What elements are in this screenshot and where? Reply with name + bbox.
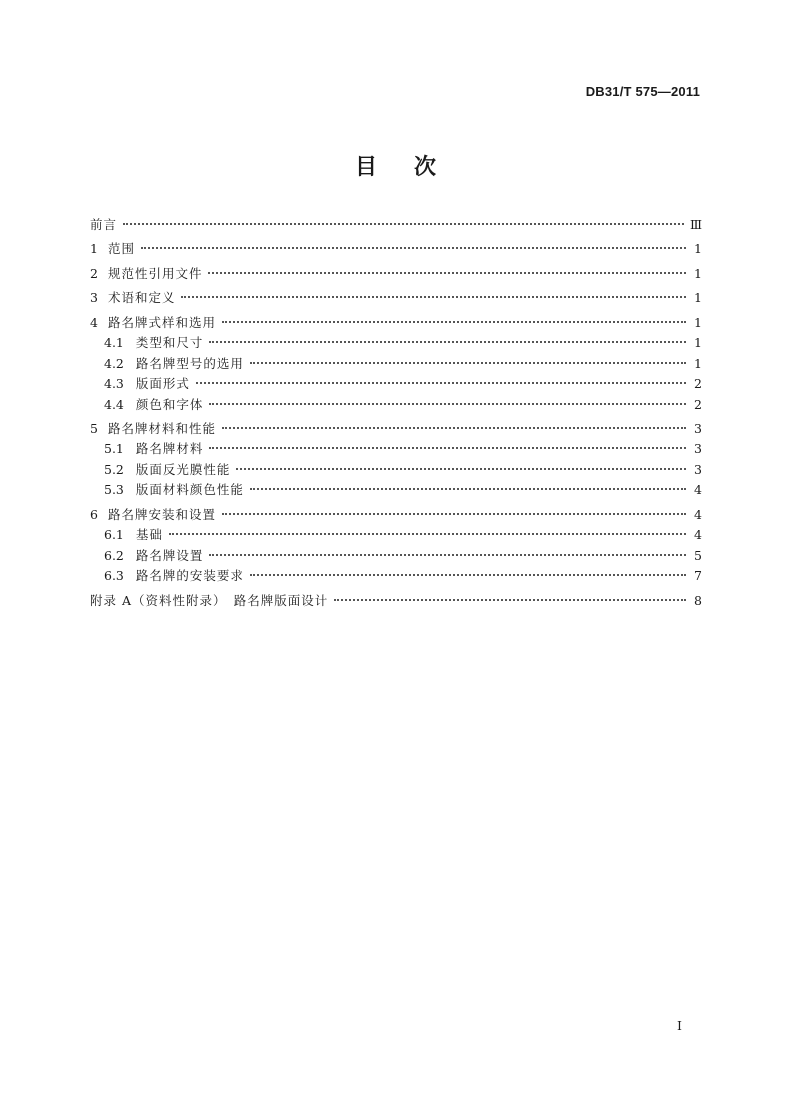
toc-title: [0, 150, 792, 181]
toc-entry-label: 术语和定义: [107, 290, 176, 306]
toc-entry-number: 6: [90, 506, 98, 522]
toc-entry-label: 路名牌式样和选用: [107, 314, 216, 330]
dot-leader: [181, 296, 686, 298]
dot-leader: [196, 382, 686, 384]
toc-entry-number: 5.2: [104, 461, 124, 477]
toc-entry-number: 3: [90, 290, 98, 306]
toc-entry-label: 路名牌材料和性能: [107, 420, 216, 436]
dot-leader: [250, 362, 686, 364]
dot-leader: [123, 223, 684, 225]
toc-entry-number: 4: [90, 314, 98, 330]
table-of-contents: [90, 215, 702, 611]
toc-entry-page: 3: [694, 461, 702, 477]
toc-entry-number: 6.3: [104, 568, 124, 584]
dot-leader: [222, 427, 686, 429]
toc-entry-number: 5.1: [104, 441, 124, 457]
toc-entry-page: 4: [694, 482, 702, 498]
toc-entry-page: 4: [694, 527, 702, 543]
dot-leader: [250, 488, 686, 490]
toc-entry-label: 规范性引用文件: [107, 265, 203, 281]
toc-entry-label: 路名牌型号的选用: [135, 355, 244, 371]
toc-entry[interactable]: [90, 264, 702, 285]
toc-title-part1: 目: [354, 155, 378, 180]
dot-leader: [209, 341, 686, 343]
dot-leader: [209, 554, 686, 556]
folio-page-number: Ⅰ: [677, 1018, 682, 1033]
toc-entry-page: 2: [694, 376, 702, 392]
dot-leader: [250, 574, 686, 576]
toc-entry-number: 4.2: [104, 355, 124, 371]
dot-leader: [209, 447, 686, 449]
toc-entry-number: 1: [90, 241, 98, 257]
toc-entry[interactable]: [90, 395, 702, 416]
toc-entry-label: 路名牌安装和设置: [107, 506, 216, 522]
toc-entry-number: 6.2: [104, 547, 124, 563]
toc-entry[interactable]: [90, 546, 702, 567]
dot-leader: [236, 468, 686, 470]
dot-leader: [334, 599, 686, 601]
toc-entry-label: 前言: [90, 217, 118, 232]
toc-entry-page: 3: [694, 420, 702, 436]
toc-entry[interactable]: [90, 505, 702, 526]
toc-entry-page: 1: [694, 265, 702, 281]
toc-entry-label: 附录 A（资料性附录） 路名牌版面设计: [90, 592, 329, 608]
toc-entry-label: 类型和尺寸: [135, 335, 204, 351]
toc-entry[interactable]: [90, 591, 702, 612]
toc-entry-page: 4: [694, 506, 702, 522]
toc-entry-page: 1: [694, 241, 702, 257]
toc-entry[interactable]: [90, 566, 702, 587]
dot-leader: [141, 247, 686, 249]
toc-entry[interactable]: [90, 354, 702, 375]
toc-entry-number: 5.3: [104, 482, 124, 498]
toc-entry-number: 6.1: [104, 527, 124, 543]
toc-entry-page: 3: [694, 441, 702, 457]
toc-entry[interactable]: [90, 333, 702, 354]
toc-entry[interactable]: [90, 374, 702, 395]
toc-entry-label: 颜色和字体: [135, 396, 204, 412]
toc-entry-page: 1: [694, 355, 702, 371]
toc-entry-page: 2: [694, 396, 702, 412]
toc-entry[interactable]: [90, 313, 702, 334]
toc-entry-label: 路名牌设置: [135, 547, 204, 563]
toc-entry-number: 2: [90, 265, 98, 281]
dot-leader: [222, 513, 686, 515]
document-code: DB31/T 575—2011: [585, 84, 700, 99]
toc-entry[interactable]: [90, 419, 702, 440]
toc-entry-page: 7: [694, 568, 702, 584]
toc-entry-label: 路名牌材料: [135, 441, 204, 457]
toc-entry[interactable]: [90, 239, 702, 260]
toc-entry-page: 8: [694, 592, 702, 608]
dot-leader: [222, 321, 686, 323]
toc-entry-page: 1: [694, 314, 702, 330]
toc-entry-label: 版面形式: [135, 376, 190, 392]
toc-entry-number: 4.1: [104, 335, 124, 351]
toc-entry-page: Ⅲ: [689, 217, 702, 232]
dot-leader: [209, 403, 686, 405]
toc-entry-page: 1: [694, 335, 702, 351]
toc-entry[interactable]: [90, 288, 702, 309]
toc-entry[interactable]: [90, 525, 702, 546]
toc-entry-label: 路名牌的安装要求: [135, 568, 244, 584]
toc-entry[interactable]: [90, 439, 702, 460]
toc-entry-label: 范围: [107, 241, 135, 257]
toc-entry-label: 版面反光膜性能: [135, 461, 231, 477]
dot-leader: [208, 272, 686, 274]
toc-entry-page: 1: [694, 290, 702, 306]
toc-entry-number: 5: [90, 420, 98, 436]
toc-title-part2: 次: [414, 155, 438, 180]
toc-entry-number: 4.3: [104, 376, 124, 392]
toc-entry-label: 版面材料颜色性能: [135, 482, 244, 498]
toc-entry[interactable]: [90, 215, 702, 236]
toc-entry-label: 基础: [135, 527, 163, 543]
toc-entry[interactable]: [90, 480, 702, 501]
dot-leader: [169, 533, 686, 535]
toc-entry[interactable]: [90, 460, 702, 481]
toc-entry-number: 4.4: [104, 396, 124, 412]
toc-entry-page: 5: [694, 547, 702, 563]
